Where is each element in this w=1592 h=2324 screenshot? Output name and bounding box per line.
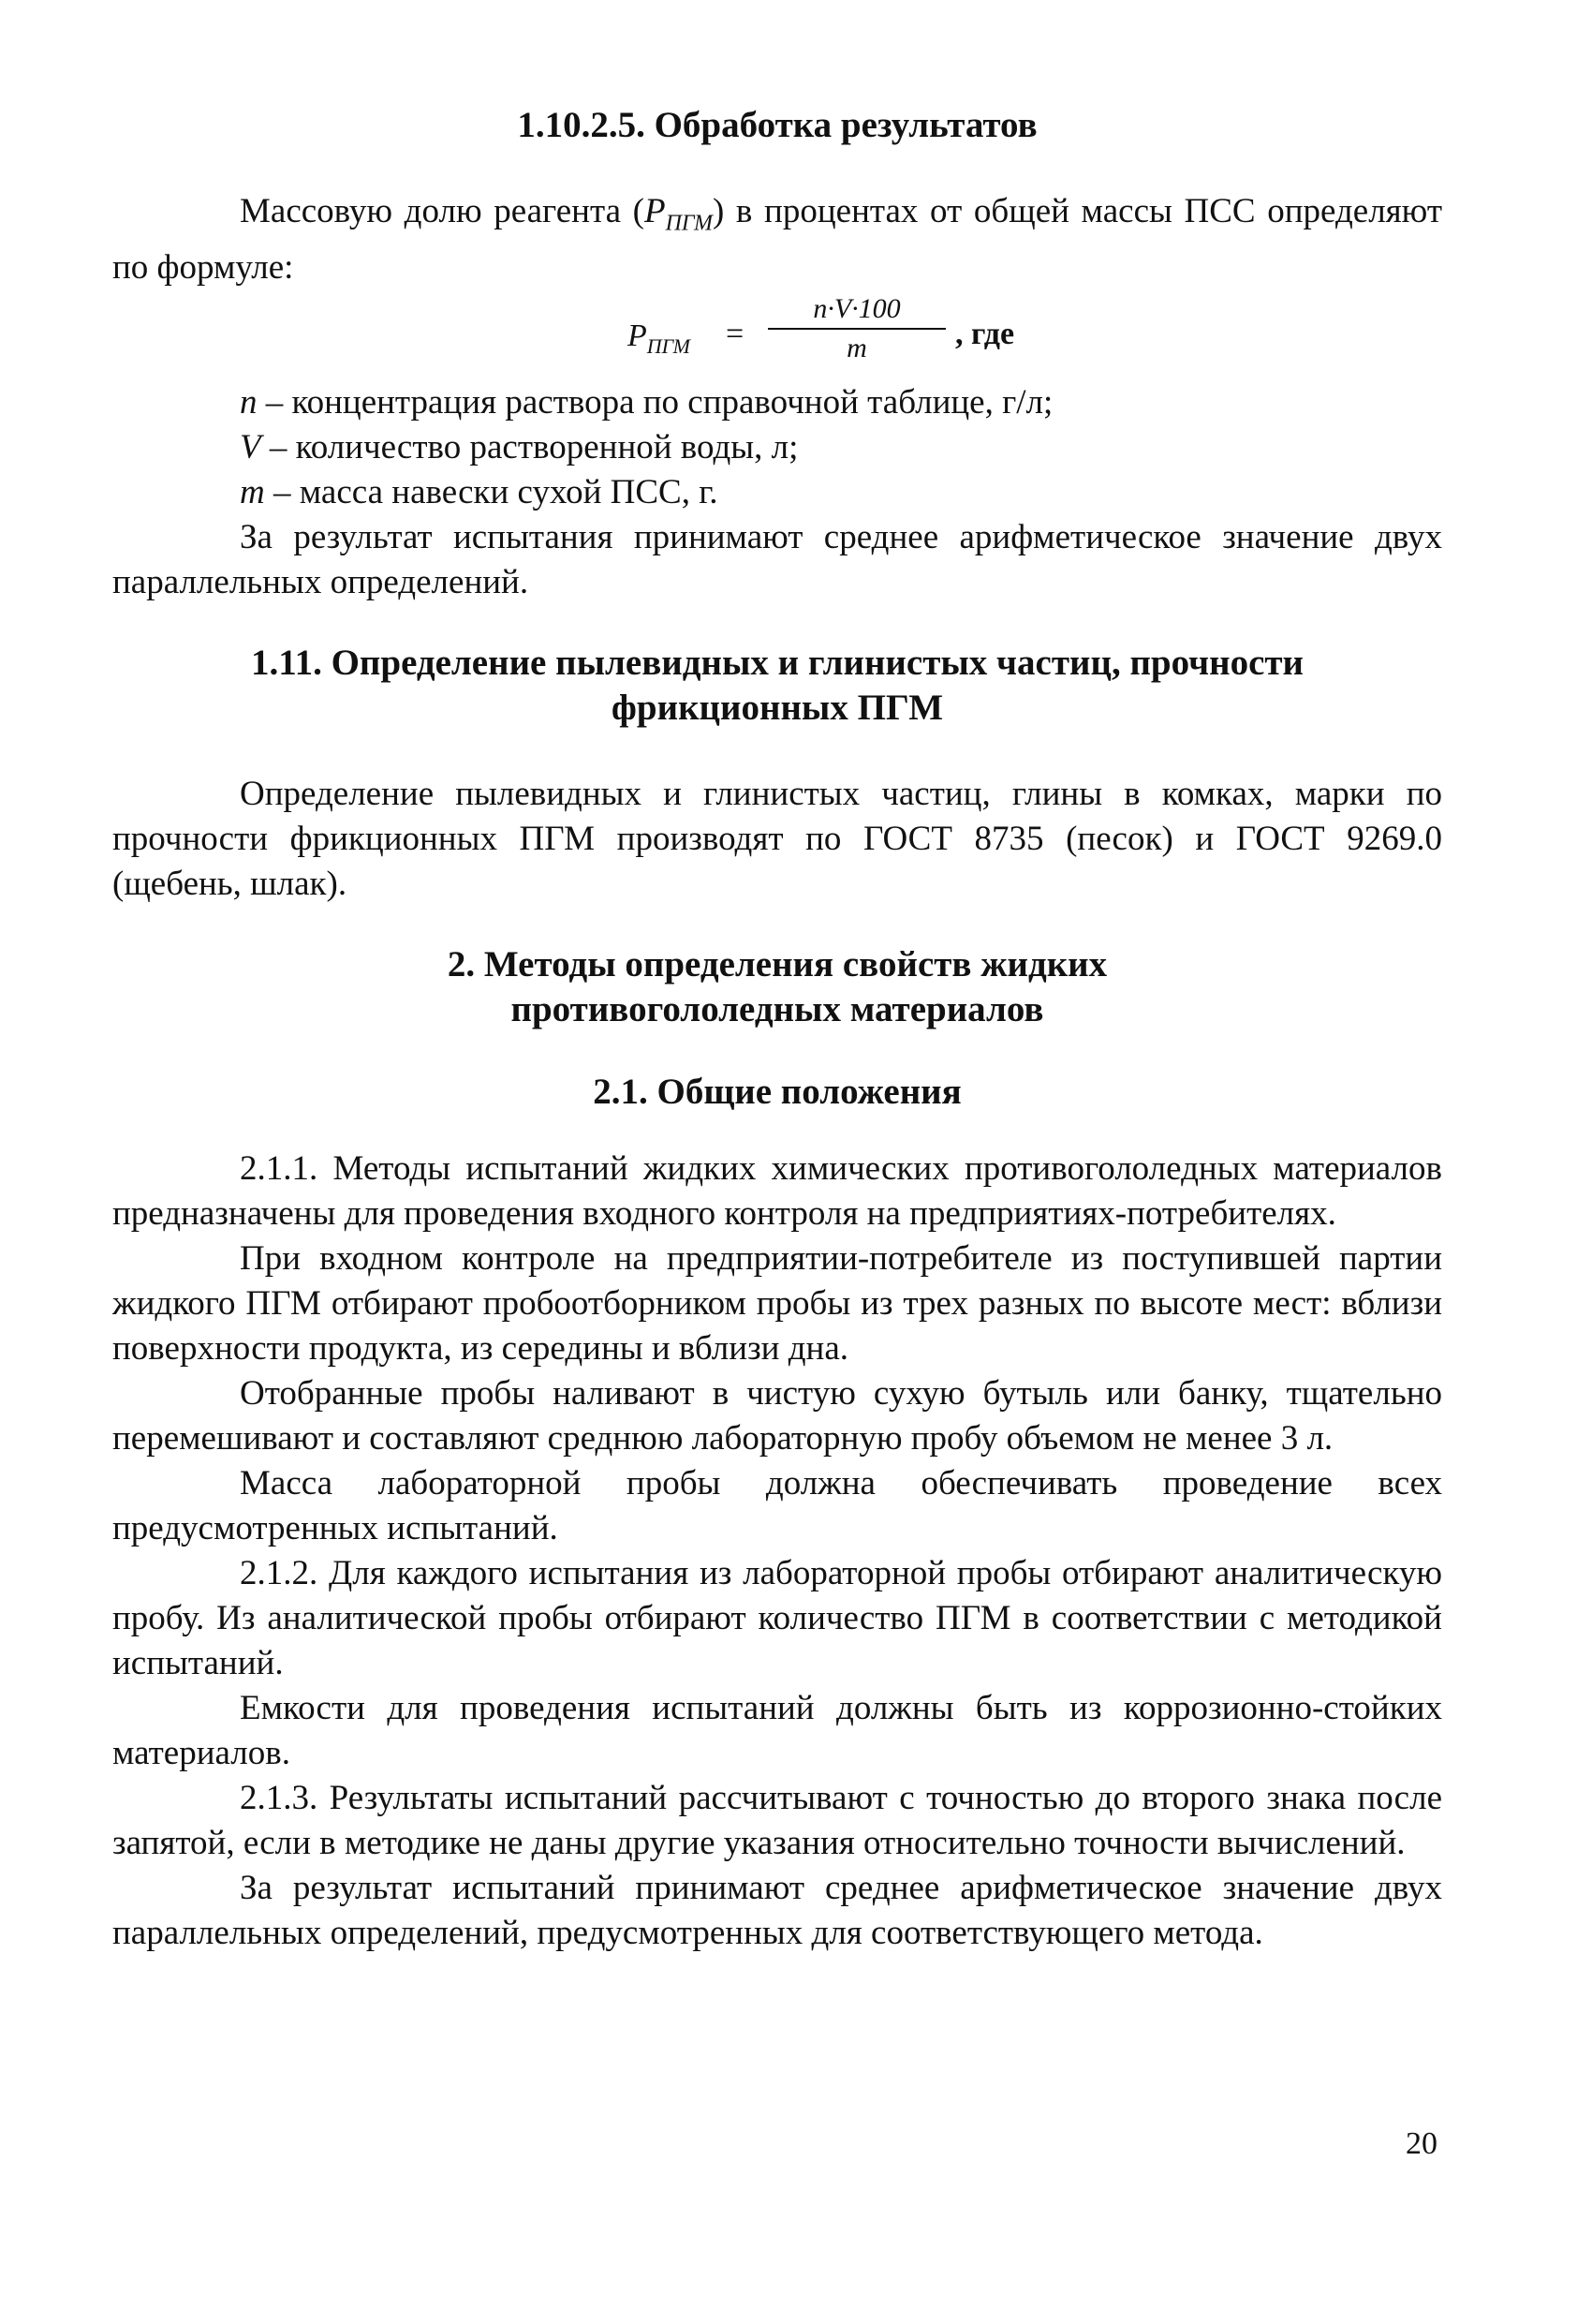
paragraph: Емкости для проведения испытаний должны быть из коррозионно-стойких материалов. [112, 1689, 1442, 1773]
heading-line: 1.11. Определение пылевидных и глинистых частиц, прочности [250, 643, 1305, 684]
paragraph-2-1-2: 2.1.2. Для каждого испытания из лабораторной пробы отбирают аналитическую пробу. Из аналитической пробы отбирают количество ПГМ в соответствии с методикой испытаний. [112, 1554, 1442, 1683]
intro-variable-sub: ПГМ [665, 211, 713, 236]
definition-var: n [240, 383, 258, 422]
result-paragraph: За результат испытания принимают среднее арифметическое значение двух параллельных определений. [112, 518, 1442, 602]
formula-lhs [627, 318, 690, 359]
formula-lhs-var: Р [627, 318, 647, 354]
heading-line: фрикционных ПГМ [611, 688, 944, 729]
definition-var: m [240, 473, 265, 512]
formula-where: , где [955, 317, 1015, 352]
paragraph-2-1-1: 2.1.1. Методы испытаний жидких химических противогололедных материалов предназначены для проведения входного контроля на предприятиях-потребителях. [112, 1149, 1442, 1234]
paragraph: При входном контроле на предприятии-потребителе из поступившей партии жидкого ПГМ отбирают пробоотборником пробы из трех разных по высоте мест: вблизи поверхности продукта, из середины и вблизи дна. [112, 1239, 1442, 1369]
formula-equals: = [726, 317, 744, 352]
definition-v [112, 425, 1442, 470]
definition-text: – концентрация раствора по справочной таблице, г/л; [257, 383, 1054, 422]
definition-m [112, 470, 1442, 515]
section-heading-1-11 [112, 641, 1442, 731]
paragraph-1-11: Определение пылевидных и глинистых частиц, глины в комках, марки по прочности фрикционных ПГМ производят по ГОСТ 8735 (песок) и ГОСТ 9269.0 (щебень, шлак). [112, 775, 1442, 904]
formula-intro [112, 189, 1442, 290]
paragraph: Отобранные пробы наливают в чистую сухую бутыль или банку, тщательно перемешивают и составляют среднюю лабораторную пробу объемом не менее 3 л. [112, 1374, 1442, 1458]
document-page [112, 103, 1442, 1956]
paragraph: Масса лабораторной пробы должна обеспечивать проведение всех предусмотренных испытаний. [112, 1464, 1442, 1548]
formula-numerator: n·V·100 [768, 290, 946, 330]
intro-variable: Р [643, 192, 666, 230]
paragraph-2-1-3: 2.1.3. Результаты испытаний рассчитывают с точностью до второго знака после запятой, если в методике не даны другие указания относительно точности вычислений. [112, 1779, 1442, 1863]
section-heading-1-10-2-5: 1.10.2.5. Обработка результатов [517, 105, 1038, 145]
heading-line: противогололедных материалов [510, 989, 1044, 1030]
formula [112, 290, 1442, 380]
formula-denominator: m [847, 333, 867, 364]
intro-text-a: Массовую долю реагента ( [240, 192, 644, 230]
paragraph: За результат испытаний принимают среднее арифметическое значение двух параллельных определений, предусмотренных для соответствующего метода. [112, 1869, 1442, 1953]
definition-text: – масса навески сухой ПСС, г. [264, 473, 718, 512]
page-number: 20 [1406, 2126, 1437, 2161]
intro-text-b: ) в процентах от общей массы ПСС определяют по формуле: [112, 192, 1442, 288]
definition-n [112, 380, 1442, 425]
definition-var: V [240, 428, 261, 467]
section-heading-2 [112, 942, 1442, 1032]
section-heading-2-1: 2.1. Общие положения [593, 1072, 962, 1113]
definition-text: – количество растворенной воды, л; [260, 428, 799, 467]
formula-lhs-sub: ПГМ [646, 334, 690, 359]
heading-line: 2. Методы определения свойств жидких [447, 944, 1108, 985]
formula-fraction [768, 290, 946, 367]
